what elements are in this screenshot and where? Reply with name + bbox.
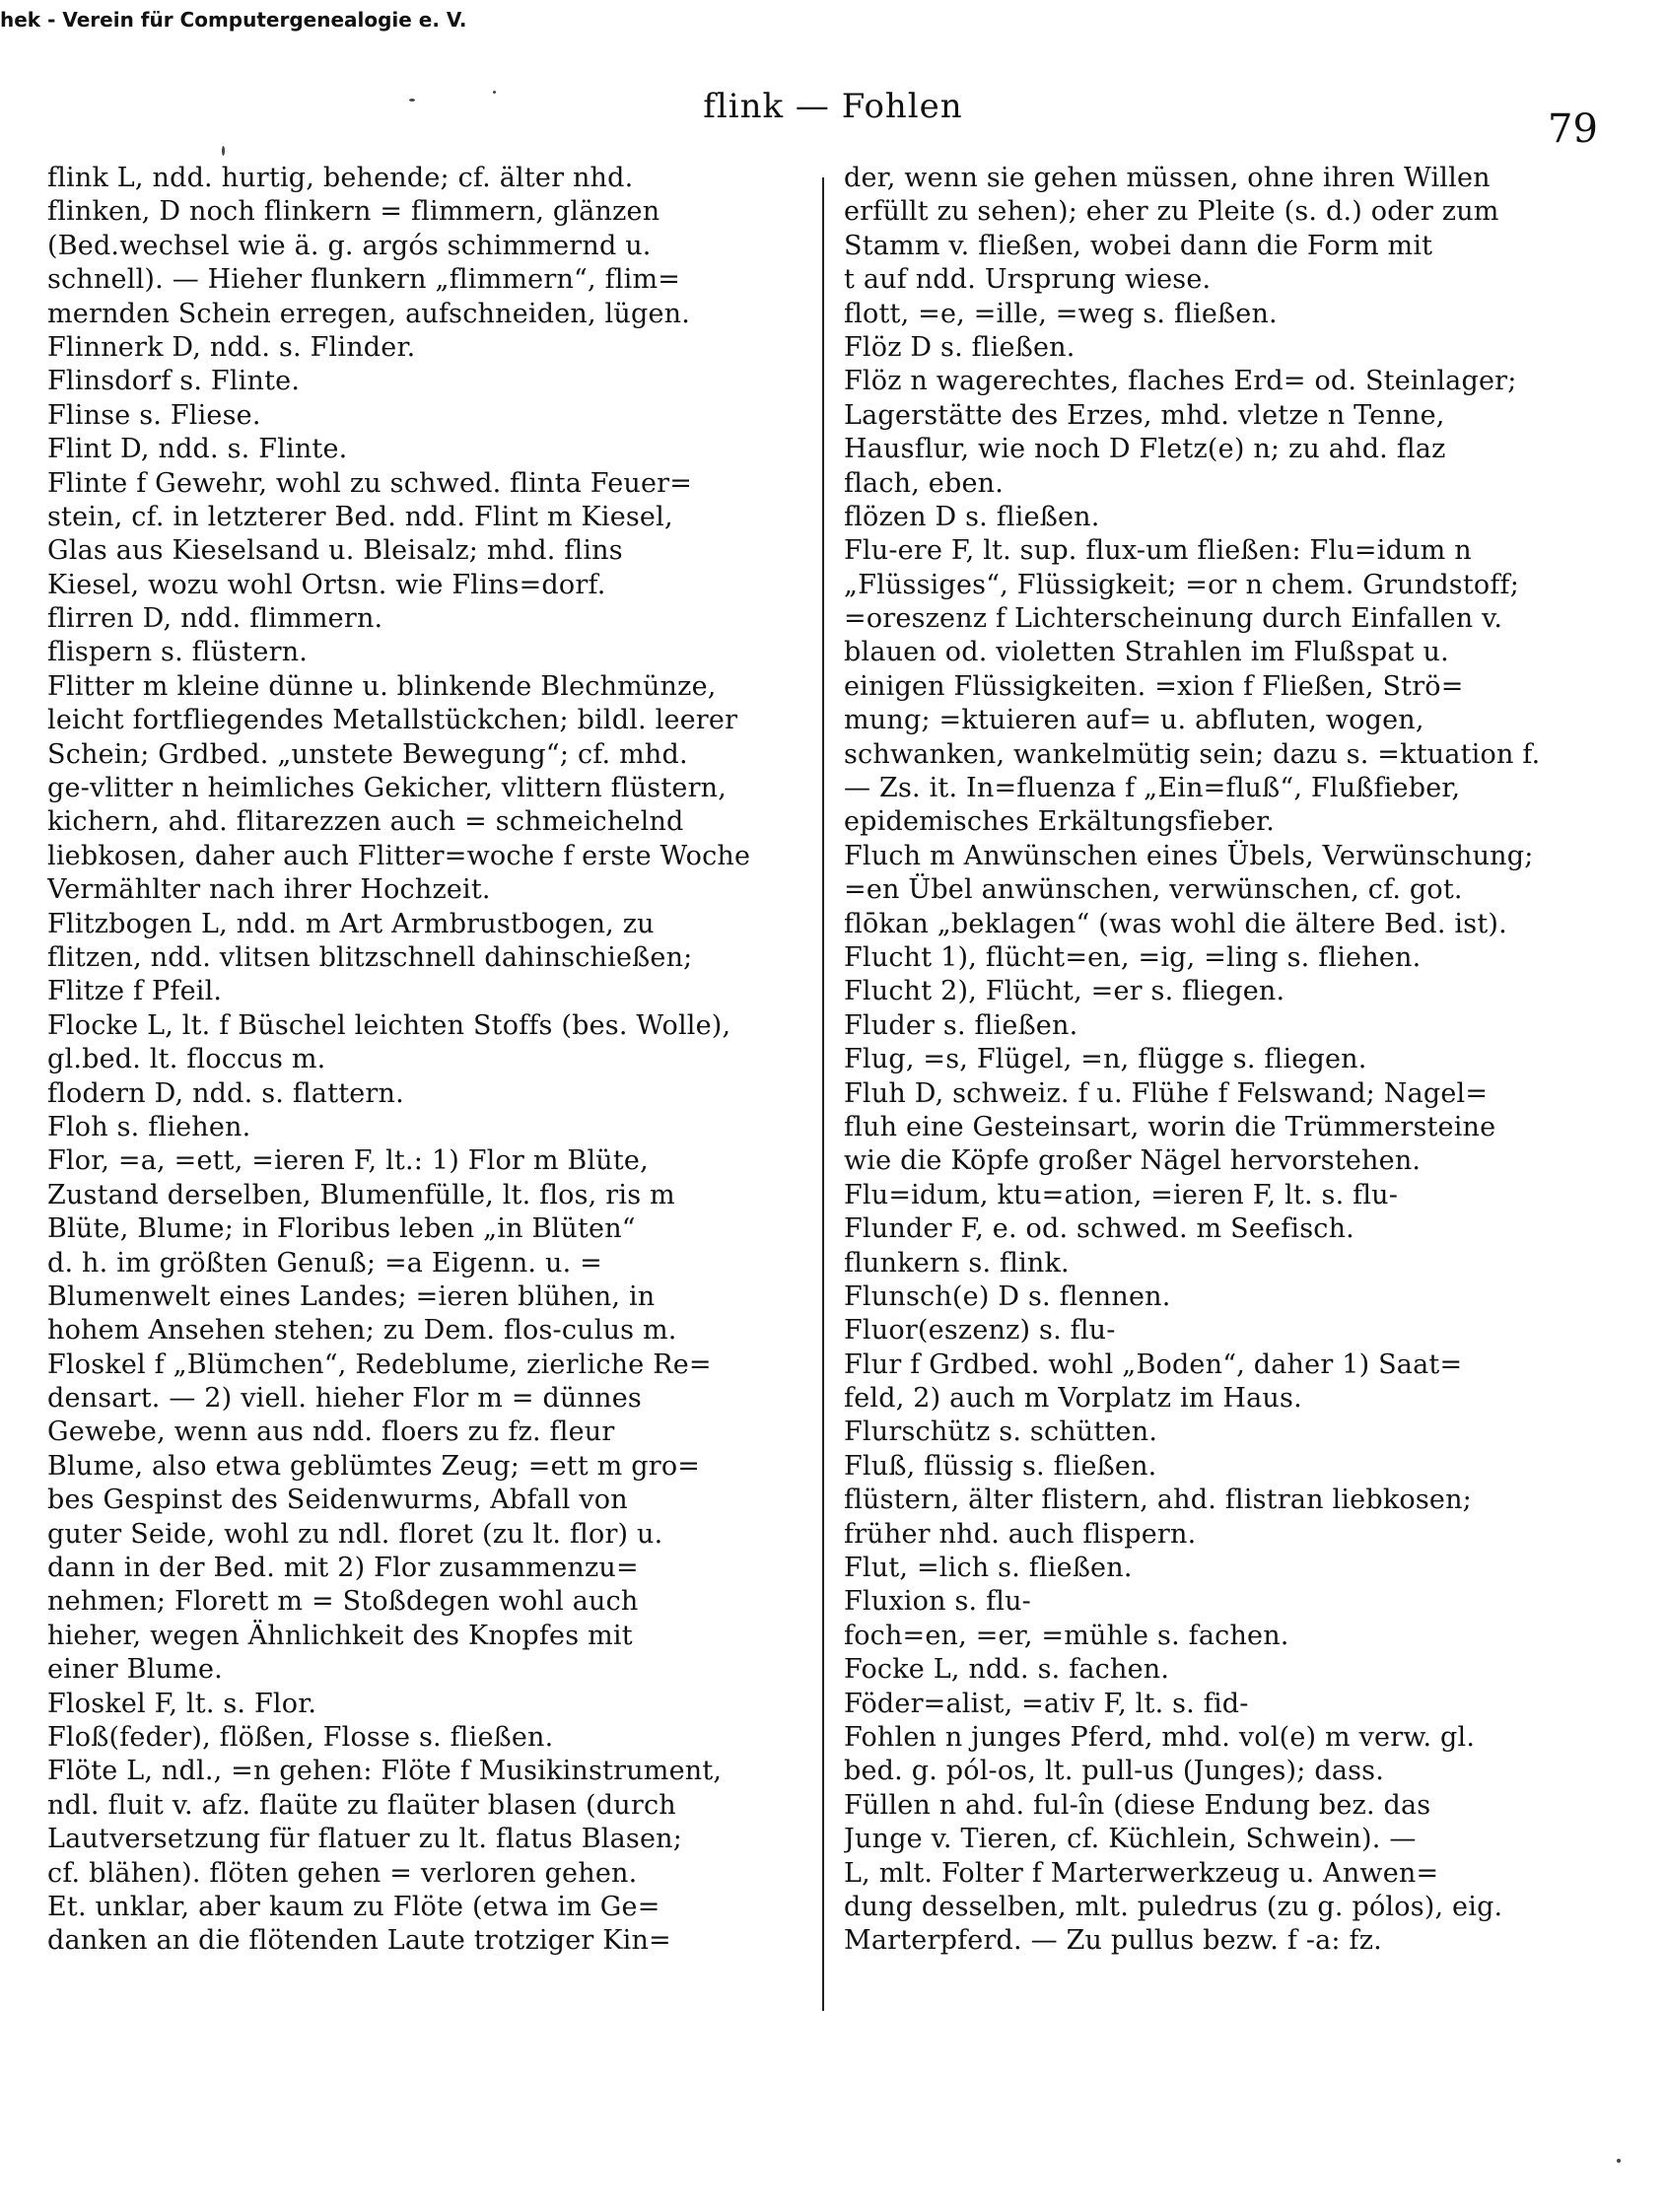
entry-line: leicht fortfliegendes Metallstückchen; bildl. leerer (47, 705, 738, 736)
entry-line: feld, 2) auch m Vorplatz im Haus. (844, 1383, 1302, 1415)
entry-line: Kiesel, wozu wohl Ortsn. wie Flins=dorf. (47, 569, 606, 600)
entry-line: Flitter m kleine dünne u. blinkende Blechmünze, (47, 670, 717, 702)
entry-line: L, mlt. Folter f Marterwerkzeug u. Anwen= (844, 1857, 1439, 1889)
entry-line: flodern D, ndd. s. flattern. (47, 1077, 404, 1109)
right-column (844, 162, 1593, 1959)
scan-speck (409, 99, 415, 102)
entry-line: cf. blähen). flöten gehen = verloren gehen. (47, 1857, 638, 1889)
entry-line: guter Seide, wohl zu ndl. floret (zu lt. flor) u. (47, 1518, 663, 1550)
entry-line: flott, =e, =ille, =weg s. fließen. (844, 298, 1278, 329)
scan-speck (222, 146, 225, 156)
entry-line: erfüllt zu sehen); eher zu Pleite (s. d.) oder zum (844, 196, 1499, 228)
entry-line: Fluxion s. flu- (844, 1586, 1032, 1618)
entry-line: Flint D, ndd. s. Flinte. (47, 434, 348, 465)
entry-line: flirren D, ndd. flimmern. (47, 603, 383, 635)
entry-line: d. h. im größten Genuß; =a Eigenn. u. = (47, 1247, 602, 1279)
entry-line: einer Blume. (47, 1654, 223, 1686)
entry-line: foch=en, =er, =mühle s. fachen. (844, 1620, 1289, 1651)
entry-line: Lautversetzung für flatuer zu lt. flatus Blasen; (47, 1824, 683, 1855)
source-label: hek - Verein für Computergenealogie e. V. (0, 8, 467, 32)
entry-line: epidemisches Erkältungsfieber. (844, 806, 1276, 838)
entry-line: dung desselben, mlt. puledrus (zu g. pólos), eig. (844, 1891, 1503, 1922)
entry-line: Fluor(eszenz) s. flu- (844, 1315, 1116, 1347)
entry-line: Flitzbogen L, ndd. m Art Armbrustbogen, zu (47, 908, 655, 939)
entry-line: stein, cf. in letzterer Bed. ndd. Flint m Kiesel, (47, 501, 673, 532)
entry-line: der, wenn sie gehen müssen, ohne ihren Willen (844, 163, 1491, 193)
entry-line: flözen D s. fließen. (844, 501, 1100, 532)
entry-line: früher nhd. auch flispern. (844, 1518, 1197, 1550)
page-header-title: flink — Fohlen (703, 87, 963, 126)
entry-line: Schein; Grdbed. „unstete Bewegung“; cf. mhd. (47, 738, 688, 770)
entry-line: Flunder F, e. od. schwed. m Seefisch. (844, 1213, 1354, 1245)
entry-line: bes Gespinst des Seidenwurms, Abfall von (47, 1485, 628, 1516)
entry-line: flispern s. flüstern. (47, 637, 309, 668)
entry-line: Floh s. fliehen. (47, 1111, 251, 1142)
entry-line: =en Übel anwünschen, verwünschen, cf. got. (844, 874, 1463, 906)
entry-line: Blumenwelt eines Landes; =ieren blühen, in (47, 1280, 656, 1312)
entry-line: Fluß, flüssig s. fließen. (844, 1450, 1157, 1482)
entry-line: Flinnerk D, ndd. s. Flinder. (47, 331, 416, 363)
entry-line: Marterpferd. — Zu pullus bezw. f -a: fz. (844, 1925, 1382, 1957)
entry-line: Blüte, Blume; in Floribus leben „in Blüten“ (47, 1213, 636, 1245)
entry-line: Flug, =s, Flügel, =n, flügge s. fliegen. (844, 1044, 1367, 1075)
entry-line: ndl. fluit v. afz. flaüte zu flaüter blasen (durch (47, 1789, 676, 1821)
entry-line: Blume, also etwa geblümtes Zeug; =ett m gro= (47, 1450, 701, 1482)
entry-line: Fluch m Anwünschen eines Übels, Verwünschung; (844, 840, 1534, 871)
entry-line: Stamm v. fließen, wobei dann die Form mit (844, 230, 1433, 261)
entry-line: Glas aus Kieselsand u. Bleisalz; mhd. flins (47, 535, 623, 567)
entry-line: Flocke L, lt. f Büschel leichten Stoffs (bes. Wolle), (47, 1009, 731, 1041)
entry-line: Zustand derselben, Blumenfülle, lt. flos, ris m (47, 1179, 675, 1210)
entry-line: Flu-ere F, lt. sup. flux-um fließen: Flu=idum n (844, 535, 1472, 567)
page-number: 79 (1548, 106, 1598, 152)
left-column (47, 162, 797, 1959)
column-divider (822, 177, 824, 2011)
entry-line: wie die Köpfe großer Nägel hervorstehen. (844, 1145, 1422, 1177)
entry-line: Fohlen n junges Pferd, mhd. vol(e) m verw. gl. (844, 1721, 1476, 1753)
entry-line: =oreszenz f Lichterscheinung durch Einfallen v. (844, 603, 1503, 635)
entry-line: blauen od. violetten Strahlen im Flußspat u. (844, 637, 1449, 668)
entry-line: Flu=idum, ktu=ation, =ieren F, lt. s. flu- (844, 1179, 1399, 1210)
entry-line: Flöz n wagerechtes, flaches Erd= od. Steinlager; (844, 366, 1517, 397)
entry-line: Junge v. Tieren, cf. Küchlein, Schwein). — (844, 1824, 1417, 1855)
entry-line: schwanken, wankelmütig sein; dazu s. =ktuation f. (844, 738, 1541, 770)
scan-speck (1617, 2159, 1621, 2163)
entry-line: Flöz D s. fließen. (844, 331, 1076, 363)
source-bar (0, 0, 1666, 43)
entry-line: danken an die flötenden Laute trotziger Kin= (47, 1925, 671, 1957)
entry-line: Flitze f Pfeil. (47, 976, 223, 1007)
entry-line: Et. unklar, aber kaum zu Flöte (etwa im Ge= (47, 1891, 660, 1922)
entry-line: flink L, ndd. hurtig, behende; cf. älter nhd. (47, 163, 634, 193)
entry-line: Flur f Grdbed. wohl „Boden“, daher 1) Saat= (844, 1348, 1463, 1380)
entry-line: Vermählter nach ihrer Hochzeit. (47, 874, 491, 906)
entry-line: Flinte f Gewehr, wohl zu schwed. flinta Feuer= (47, 467, 693, 499)
entry-line: Lagerstätte des Erzes, mhd. vletze n Tenne, (844, 399, 1445, 431)
entry-line: einigen Flüssigkeiten. =xion f Fließen, Strö= (844, 670, 1464, 702)
entry-line: Floß(feder), flößen, Flosse s. fließen. (47, 1721, 554, 1753)
entry-line: flōkan „beklagen“ (was wohl die ältere Bed. ist). (844, 908, 1507, 939)
entry-line: Fluder s. fließen. (844, 1009, 1078, 1041)
entry-line: nehmen; Florett m = Stoßdegen wohl auch (47, 1586, 639, 1618)
entry-line: Föder=alist, =ativ F, lt. s. fid- (844, 1688, 1249, 1719)
entry-line: hieher, wegen Ähnlichkeit des Knopfes mit (47, 1620, 633, 1651)
entry-line: ge-vlitter n heimliches Gekicher, vlittern flüstern, (47, 773, 728, 804)
entry-line: Flor, =a, =ett, =ieren F, lt.: 1) Flor m Blüte, (47, 1145, 649, 1177)
entry-line: Flut, =lich s. fließen. (844, 1553, 1133, 1584)
entry-line: Flinsdorf s. Flinte. (47, 366, 301, 397)
entry-line: kichern, ahd. flitarezzen auch = schmeichelnd (47, 806, 684, 838)
entry-line: Flöte L, ndl., =n gehen: Flöte f Musikinstrument, (47, 1756, 723, 1787)
entry-line: dann in der Bed. mit 2) Flor zusammenzu= (47, 1553, 639, 1584)
entry-line: Gewebe, wenn aus ndd. floers zu fz. fleur (47, 1417, 615, 1448)
entry-line: liebkosen, daher auch Flitter=woche f erste Woche (47, 840, 751, 871)
entry-line: t auf ndd. Ursprung wiese. (844, 264, 1212, 296)
entry-line: Flurschütz s. schütten. (844, 1417, 1158, 1448)
entry-line: — Zs. it. In=fluenza f „Ein=fluß“, Flußfieber, (844, 773, 1461, 804)
entry-line: Fluh D, schweiz. f u. Flühe f Felswand; Nagel= (844, 1077, 1489, 1109)
entry-line: Floskel f „Blümchen“, Redeblume, zierliche Re= (47, 1348, 712, 1380)
entry-line: Flucht 2), Flücht, =er s. fliegen. (844, 976, 1285, 1007)
entry-line: „Flüssiges“, Flüssigkeit; =or n chem. Grundstoff; (844, 569, 1520, 600)
entry-line: Flinse s. Fliese. (47, 399, 261, 431)
entry-line: flinken, D noch flinkern = flimmern, glänzen (47, 196, 660, 228)
entry-line: Flunsch(e) D s. flennen. (844, 1280, 1171, 1312)
entry-line: bed. g. pól-os, lt. pull-us (Junges); dass. (844, 1756, 1385, 1787)
entry-line: hohem Ansehen stehen; zu Dem. flos-culus m. (47, 1315, 677, 1347)
entry-line: (Bed.wechsel wie ä. g. argós schimmernd u. (47, 230, 652, 261)
entry-line: Füllen n ahd. ful-în (diese Endung bez. das (844, 1789, 1431, 1821)
entry-line: mung; =ktuieren auf= u. abfluten, wogen, (844, 705, 1424, 736)
entry-line: Focke L, ndd. s. fachen. (844, 1654, 1170, 1686)
entry-line: Flucht 1), flücht=en, =ig, =ling s. fliehen. (844, 941, 1422, 973)
entry-line: Hausflur, wie noch D Fletz(e) n; zu ahd. flaz (844, 434, 1446, 465)
scan-speck (493, 91, 496, 94)
entry-line: gl.bed. lt. floccus m. (47, 1044, 326, 1075)
entry-line: Floskel F, lt. s. Flor. (47, 1688, 317, 1719)
entry-line: flitzen, ndd. vlitsen blitzschnell dahinschießen; (47, 941, 693, 973)
entry-line: flach, eben. (844, 467, 1005, 499)
entry-line: schnell). — Hieher flunkern „flimmern“, flim= (47, 264, 681, 296)
entry-line: mernden Schein erregen, aufschneiden, lügen. (47, 298, 691, 329)
entry-line: flüstern, älter flistern, ahd. flistran liebkosen; (844, 1485, 1472, 1516)
entry-line: densart. — 2) viell. hieher Flor m = dünnes (47, 1383, 642, 1415)
entry-line: flunkern s. flink. (844, 1247, 1070, 1279)
entry-line: fluh eine Gesteinsart, worin die Trümmersteine (844, 1111, 1496, 1142)
